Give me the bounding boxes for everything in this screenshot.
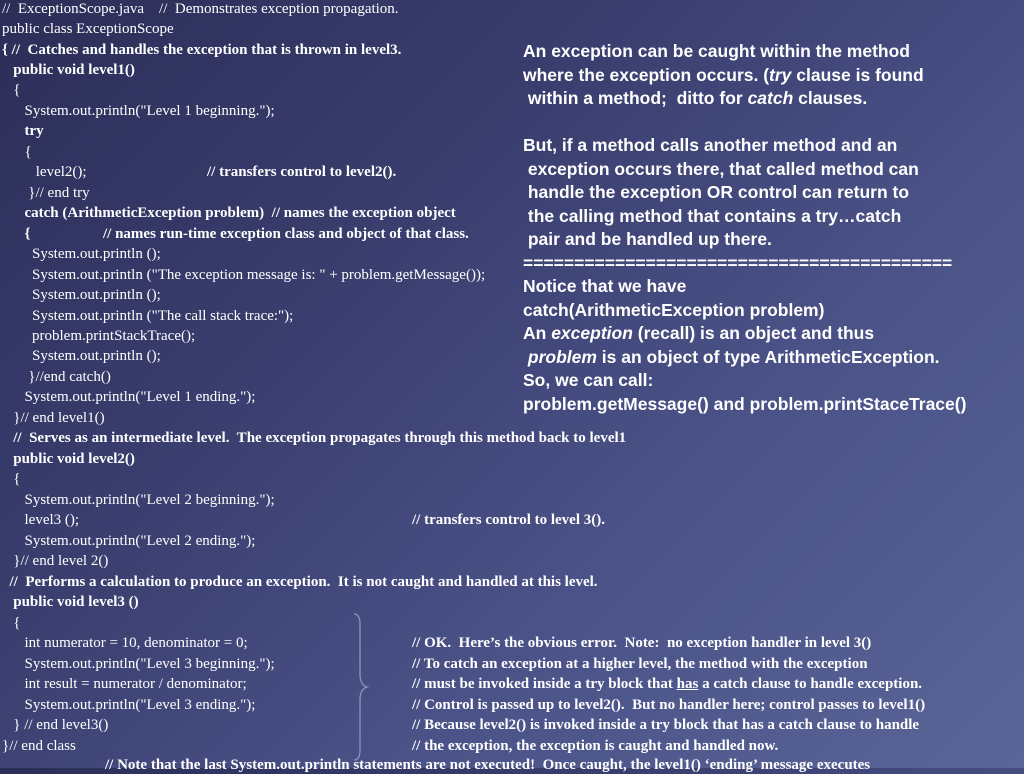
comment-level3-3: // must be invoked inside a try block that has a catch clause to handle exception.: [412, 676, 923, 692]
code-line: System.out.println ();: [2, 246, 161, 262]
code-line: System.out.println("Level 3 ending.");: [2, 697, 256, 713]
comment-level3-6: // the exception, the exception is caught and handled now.: [412, 738, 779, 754]
code-line: }// end class: [2, 738, 76, 754]
code-line: System.out.println ();: [2, 287, 161, 303]
code-line: }// end level 2(): [2, 553, 109, 569]
code-line: // Performs a calculation to produce an exception. It is not caught and handled at this level.: [2, 574, 598, 590]
comment-level2-call: // transfers control to level2().: [207, 164, 397, 180]
code-line: // Serves as an intermediate level. The exception propagates through this method back to level1: [2, 430, 627, 446]
code-line: System.out.println("Level 3 beginning.");: [2, 656, 275, 672]
code-line: System.out.println("Level 1 ending.");: [2, 389, 256, 405]
comment-level3-2: // To catch an exception at a higher level, the method with the exception: [412, 656, 868, 672]
code-line: }//end catch(): [2, 369, 111, 385]
code-line: }// end try: [2, 185, 90, 201]
explanation-panel: An exception can be caught within the method where the exception occurs. (try clause is found within a method; ditto for catch clauses. But, if a method calls another method and an exception occurs there, that called method can handle the exception OR control can return to the calling method that contains a try…catch pair and be handled up there. ========================================== Notice that we have catch(ArithmeticException problem) An exception (recall) is an object and thus problem is an object of type ArithmeticException. So, we can call: problem.getMessage() and problem.printStaceTrace(): [523, 41, 967, 414]
comment-level3-5: // Because level2() is invoked inside a try block that has a catch clause to handle: [412, 717, 920, 733]
code-line: level2();: [2, 164, 87, 180]
code-line: public void level2(): [2, 451, 135, 467]
code-line: {: [2, 226, 31, 242]
code-line: System.out.println("Level 2 ending.");: [2, 533, 256, 549]
code-line: System.out.println("Level 2 beginning.");: [2, 492, 275, 508]
divider-line: ==========================================: [523, 252, 953, 273]
code-line: int numerator = 10, denominator = 0;: [2, 635, 248, 651]
code-line: // ExceptionScope.java // Demonstrates exception propagation.: [2, 1, 399, 17]
code-line: {: [2, 615, 21, 631]
code-line: { // Catches and handles the exception that is thrown in level3.: [2, 42, 402, 58]
code-line: public void level1(): [2, 62, 135, 78]
code-line: {: [2, 471, 21, 487]
code-line: }// end level1(): [2, 410, 105, 426]
code-line: public void level3 (): [2, 594, 139, 610]
code-line: System.out.println("Level 1 beginning.");: [2, 103, 275, 119]
code-line: catch (ArithmeticException problem) // names the exception object: [2, 205, 456, 221]
comment-level3-4: // Control is passed up to level2(). But no handler here; control passes to level1(): [412, 697, 926, 713]
code-line: level3 ();: [2, 512, 80, 528]
code-line: } // end level3(): [2, 717, 109, 733]
code-line: System.out.println ();: [2, 348, 161, 364]
comment-level3-1: // OK. Here’s the obvious error. Note: no exception handler in level 3(): [412, 635, 872, 651]
comment-catch-block: // names run-time exception class and object of that class.: [103, 226, 469, 242]
code-line: problem.printStackTrace();: [2, 328, 196, 344]
curly-brace-icon: [350, 612, 370, 762]
underlined-word: has: [676, 676, 699, 692]
code-line: try: [2, 123, 44, 139]
code-line: System.out.println ("The call stack trace:");: [2, 308, 294, 324]
comment-level3-call: // transfers control to level 3().: [412, 512, 606, 528]
code-line: {: [2, 144, 32, 160]
code-line: System.out.println ("The exception message is: " + problem.getMessage());: [2, 267, 486, 283]
comment-bottom-note: // Note that the last System.out.println statements are not executed! Once caught, the level1() ‘ending’ message executes: [105, 757, 871, 773]
code-line: public class ExceptionScope: [2, 21, 174, 37]
code-line: int result = numerator / denominator;: [2, 676, 247, 692]
code-line: {: [2, 82, 21, 98]
